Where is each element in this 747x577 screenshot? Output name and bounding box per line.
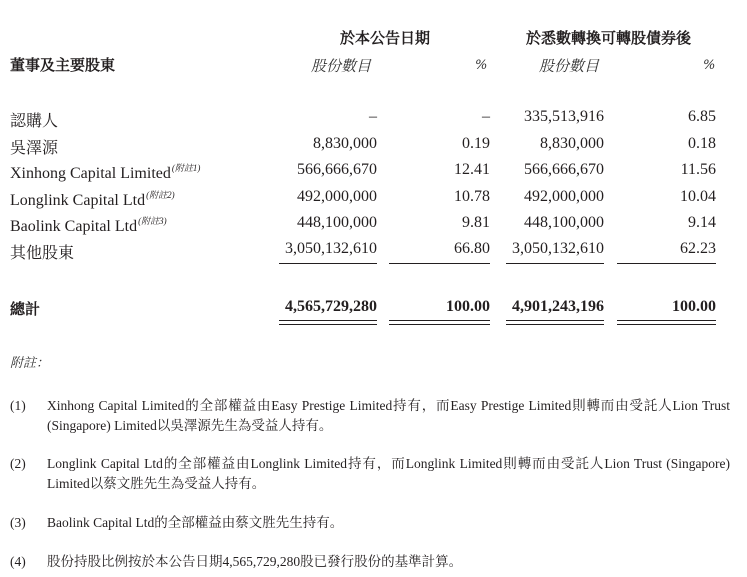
pct-now: 10.78: [454, 188, 490, 205]
note-number: (3): [10, 515, 26, 530]
shares-now: 448,100,000: [297, 214, 377, 231]
shares-now: 8,830,000: [313, 135, 377, 152]
note-number: (1): [10, 398, 26, 413]
holder-name-text: Baolink Capital Ltd: [10, 218, 138, 235]
shares-now: –: [369, 108, 377, 125]
total-label: 總計: [10, 300, 41, 318]
shares-now: 566,666,670: [297, 161, 377, 178]
total-row: [0, 298, 747, 322]
shares-after: 566,666,670: [524, 161, 604, 178]
shares-after: 3,050,132,610: [512, 240, 604, 257]
table-row: [0, 188, 747, 212]
note-ref: (附註1): [171, 163, 201, 173]
header-pct-after: %: [703, 58, 716, 73]
total-double-rule: [617, 320, 716, 325]
header-pct-now: %: [475, 58, 488, 73]
total-double-rule: [506, 320, 604, 325]
table-row: [0, 135, 747, 159]
note-item: [10, 396, 730, 436]
pct-now: 66.80: [454, 240, 490, 257]
header-shares-after: 股份數目: [539, 57, 600, 75]
table-row: [0, 240, 747, 264]
table-row: [0, 108, 747, 132]
holder-name: [10, 188, 175, 210]
shares-after: 8,830,000: [540, 135, 604, 152]
shares-now: 3,050,132,610: [285, 240, 377, 257]
total-double-rule: [279, 320, 377, 325]
note-number: (4): [10, 554, 26, 569]
holder-name: [10, 161, 200, 183]
header-group-current: 於本公告日期: [340, 29, 431, 47]
holder-name: 吳澤源: [10, 140, 59, 157]
note-text: 股份持股比例按於本公告日期4,565,729,280股已發行股份的基準計算。: [47, 554, 463, 569]
note-item: [10, 454, 730, 494]
header-holder: 董事及主要股東: [10, 56, 116, 74]
note-text: Xinhong Capital Limited的全部權益由Easy Prestige Limited持有，而Easy Prestige Limited則轉而由受託人Lion Trust (Singapore) Limited以吳澤源先生為受益人持有。: [47, 398, 730, 433]
note-ref: (附註3): [138, 216, 167, 226]
total-pct-after: 100.00: [672, 298, 716, 315]
subtotal-rule: [506, 263, 604, 264]
subtotal-rule: [279, 263, 377, 264]
note-number: (2): [10, 456, 26, 471]
total-pct-now: 100.00: [446, 298, 490, 315]
table-row: [0, 161, 747, 185]
pct-now: 9.81: [462, 214, 490, 231]
table-row: [0, 214, 747, 238]
note-item: [10, 513, 730, 533]
pct-after: 0.18: [688, 135, 716, 152]
total-shares-now: 4,565,729,280: [285, 298, 377, 315]
pct-now: 0.19: [462, 135, 490, 152]
shares-after: 448,100,000: [524, 214, 604, 231]
subtotal-rule: [389, 263, 490, 264]
holder-name: 其他股東: [10, 245, 75, 262]
shares-after: 335,513,916: [524, 108, 604, 125]
shares-after: 492,000,000: [524, 188, 604, 205]
shares-now: 492,000,000: [297, 188, 377, 205]
holder-name-text: Xinhong Capital Limited: [10, 165, 171, 182]
note-text: Baolink Capital Ltd的全部權益由蔡文胜先生持有。: [47, 515, 344, 530]
header-shares-now: 股份數目: [311, 57, 372, 75]
total-shares-after: 4,901,243,196: [512, 298, 604, 315]
pct-now: 12.41: [454, 161, 490, 178]
total-double-rule: [389, 320, 490, 325]
pct-now: –: [482, 108, 490, 125]
subtotal-rule: [617, 263, 716, 264]
pct-after: 10.04: [680, 188, 716, 205]
header-group-after: 於悉數轉換可轉股債券後: [526, 29, 692, 47]
holder-name: [10, 214, 167, 236]
note-ref: (附註2): [146, 190, 175, 200]
notes-label: 附註：: [10, 356, 50, 371]
note-text: Longlink Capital Ltd的全部權益由Longlink Limited持有，而Longlink Limited則轉而由受託人Lion Trust (Singapore) Limited以蔡文胜先生為受益人持有。: [47, 456, 730, 491]
pct-after: 6.85: [688, 108, 716, 125]
holder-name-text: Longlink Capital Ltd: [10, 192, 146, 209]
holder-name: 認購人: [10, 113, 59, 130]
note-item: [10, 552, 730, 572]
pct-after: 11.56: [680, 161, 716, 178]
pct-after: 62.23: [680, 240, 716, 257]
pct-after: 9.14: [688, 214, 716, 231]
